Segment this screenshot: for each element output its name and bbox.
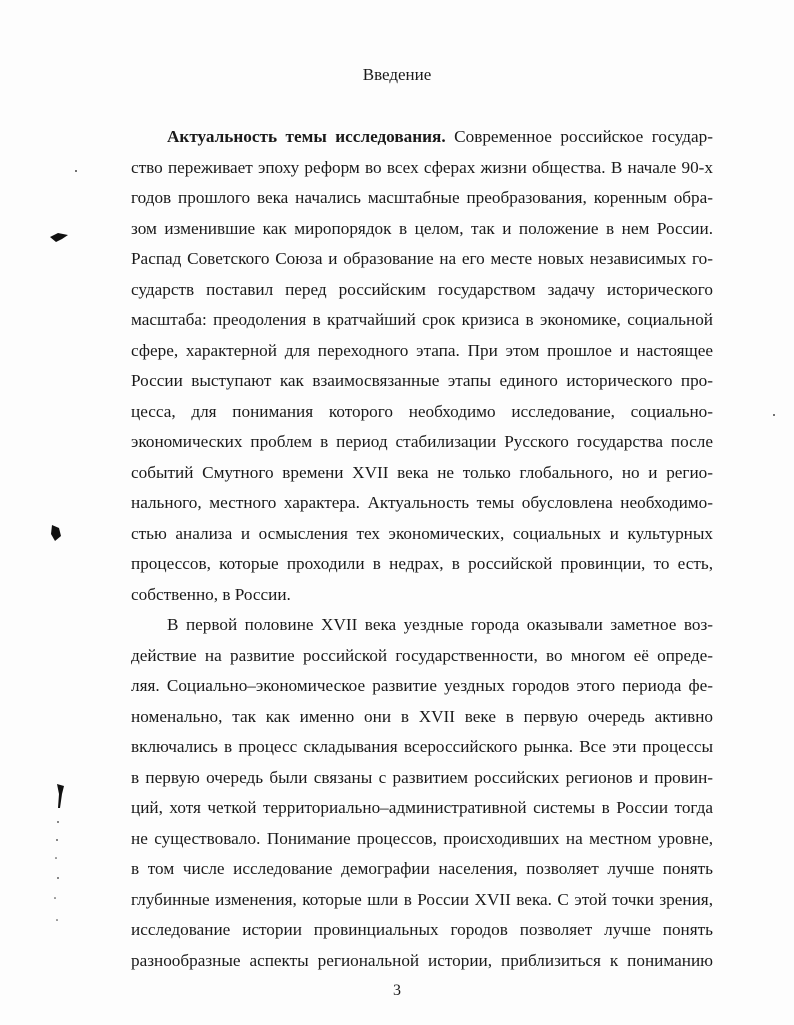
paragraph-line: Распад Советского Союза и образование на его месте новых независимых го- bbox=[131, 249, 713, 268]
paragraph-line: глубинные изменения, которые шли в России XVII века. С этой точки зрения, bbox=[131, 889, 713, 909]
paragraph-line: сфере, характерной для переходного этапа. При этом прошлое и настоящее bbox=[131, 340, 713, 360]
paragraph-line: действие на развитие российской государственности, во многом её опреде- bbox=[131, 645, 713, 665]
paragraph-line bbox=[131, 122, 713, 153]
paragraph-line: не существовало. Понимание процессов, происходивших на местном уровне, bbox=[131, 828, 713, 848]
paragraph-line: исследование истории провинциальных городов позволяет лучше понять bbox=[131, 920, 713, 939]
paragraph-line: ций, хотя четкой территориально–административной системы в России тогда bbox=[131, 798, 713, 817]
scan-mark-icon bbox=[48, 230, 70, 246]
paragraph-line: ляя. Социально–экономическое развитие уездных городов этого периода фе- bbox=[131, 676, 713, 695]
paragraph-line: цесса, для понимания которого необходимо исследование, социально- bbox=[131, 401, 713, 421]
paragraph-line: зом изменившие как миропорядок в целом, так и положение в нем России. bbox=[131, 218, 713, 238]
paragraph-line: ство переживает эпоху реформ во всех сферах жизни общества. В начале 90-х bbox=[131, 157, 713, 177]
paragraph-line: номенально, так как именно они в XVII веке в первую очередь активно bbox=[131, 706, 713, 726]
paragraph-line: В первой половине XVII века уездные города оказывали заметное воз- bbox=[167, 615, 713, 634]
scan-mark-icon bbox=[48, 522, 64, 544]
paragraph-line: стью анализа и осмысления тех экономических, социальных и культурных bbox=[131, 523, 713, 543]
page-title: Введение bbox=[362, 65, 432, 84]
paragraph-line: нального, местного характера. Актуальность темы обусловлена необходимо- bbox=[131, 493, 713, 512]
scan-dot-icon bbox=[73, 168, 79, 174]
body-text bbox=[131, 122, 713, 976]
paragraph-line: процессов, которые проходили в недрах, в российской провинции, то есть, bbox=[131, 554, 713, 573]
paragraph-line: годов прошлого века начались масштабные преобразования, коренным обра- bbox=[131, 188, 713, 207]
paragraph-line: собственно, в России. bbox=[131, 584, 291, 604]
paragraph-line: масштаба: преодоления в кратчайший срок кризиса в экономике, социальной bbox=[131, 310, 713, 329]
scan-dot-icon bbox=[771, 412, 777, 418]
paragraph-line: России выступают как взаимосвязанные этапы единого исторического про- bbox=[131, 371, 713, 390]
line-text: Современное российское государ- bbox=[445, 127, 713, 146]
paragraph-line: экономических проблем в период стабилизации Русского государства после bbox=[131, 432, 713, 451]
paragraph-line: в первую очередь были связаны с развитием российских регионов и провин- bbox=[131, 767, 713, 787]
paragraph-line: сударств поставил перед российским государством задачу исторического bbox=[131, 279, 713, 299]
paragraph-line: включались в процесс складывания всероссийского рынка. Все эти процессы bbox=[131, 737, 713, 756]
scan-mark-icon bbox=[52, 780, 70, 940]
section-lead: Актуальность темы исследования. bbox=[167, 127, 446, 146]
page-number: 3 bbox=[393, 982, 401, 999]
paragraph-line: в том числе исследование демографии населения, позволяет лучше понять bbox=[131, 859, 713, 878]
paragraph-line: разнообразные аспекты региональной истории, приблизиться к пониманию bbox=[131, 950, 713, 970]
paragraph-line: событий Смутного времени XVII века не только глобального, но и регио- bbox=[131, 462, 713, 482]
